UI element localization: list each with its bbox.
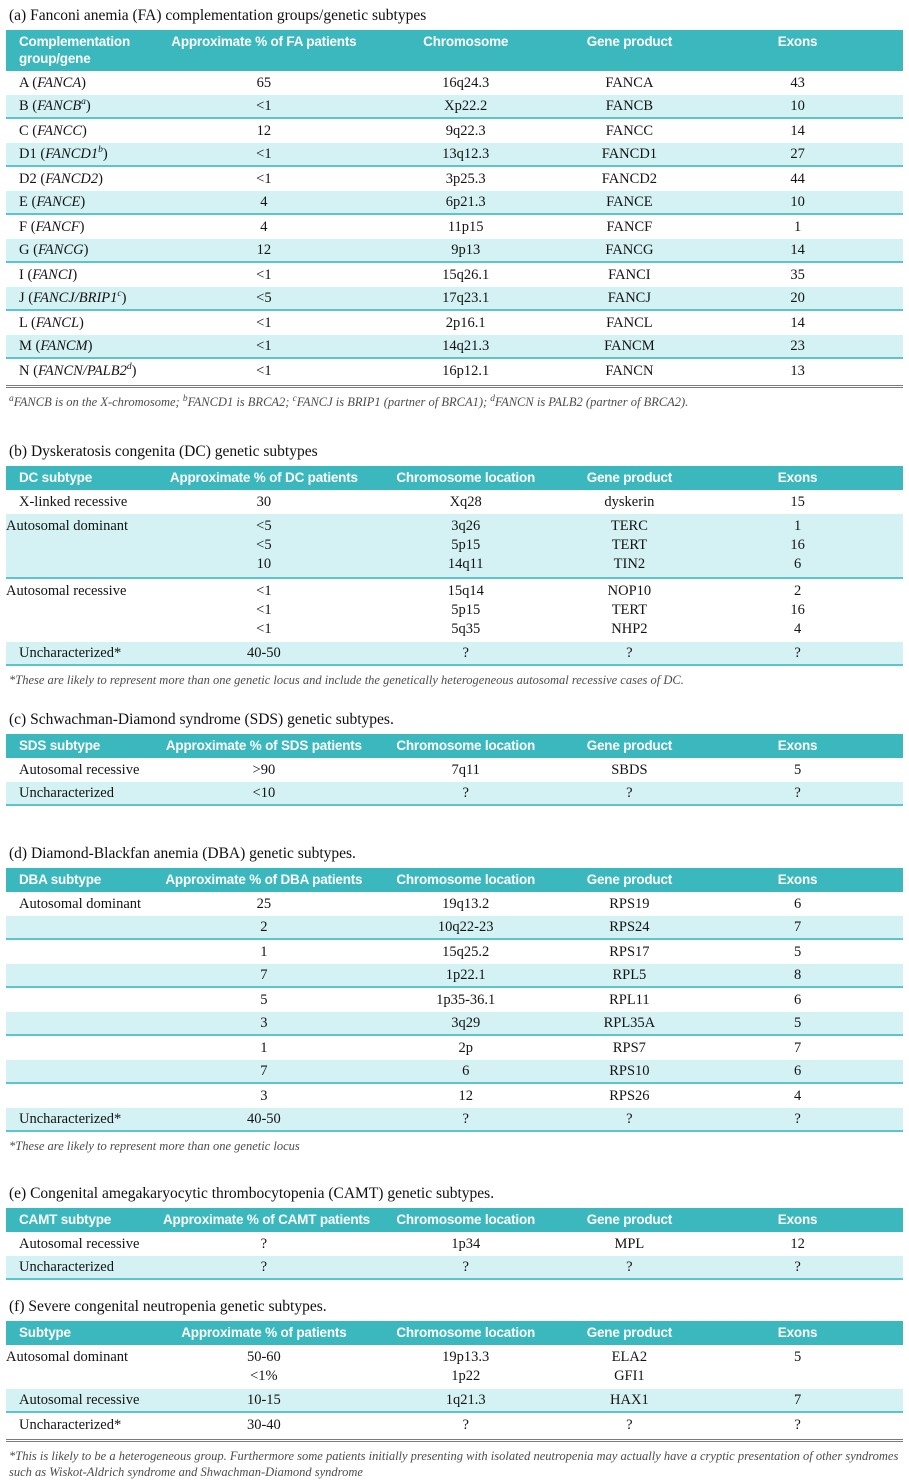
table-row: [6, 1084, 903, 1108]
row-label-cell: J (FANCJ/BRIP1$^c$): [19, 289, 127, 306]
table-title: (c) Schwachman-Diamond syndrome (SDS) genetic subtypes.: [9, 711, 394, 728]
table-body: [6, 1345, 903, 1437]
row-label-cell: G (FANCG): [19, 242, 89, 258]
row-label-cell: Autosomal recessive: [19, 1392, 140, 1408]
data-cell: 1: [260, 944, 268, 960]
data-cell: 7: [793, 1040, 802, 1056]
data-cell: 4: [260, 219, 268, 235]
table-footnote: *These are likely to represent more than one genetic locus: [9, 1139, 300, 1153]
column-header: SDS subtype: [19, 738, 101, 753]
column-header: Chromosome location: [396, 470, 536, 485]
row-label-cell: Uncharacterized*: [19, 1111, 122, 1127]
row-label-cell: M (FANCM): [19, 338, 93, 354]
data-cell: Xp22.2: [444, 98, 488, 114]
data-cell: 11p15: [447, 219, 484, 235]
table-row: [6, 1036, 903, 1060]
row-label-cell: Uncharacterized: [19, 1259, 114, 1275]
column-header: Exons: [777, 1325, 818, 1340]
column-header: Approximate % of patients: [181, 1325, 347, 1340]
data-cell: HAX1: [610, 1392, 649, 1408]
data-cell: ?: [626, 1111, 633, 1127]
data-cell: RPL5: [612, 967, 647, 983]
data-cell: SBDS: [611, 762, 648, 778]
data-cell: 1: [793, 219, 802, 235]
data-cell: 6p21.3: [445, 194, 486, 210]
data-cell: 7: [260, 967, 268, 983]
data-cell: 10: [790, 98, 805, 114]
data-cell: 13q12.3: [442, 146, 490, 162]
table-section-e: [6, 1185, 903, 1280]
data-cell: RPS19: [609, 896, 650, 912]
data-cell: FANCD2: [601, 171, 658, 187]
table-row: [6, 642, 903, 666]
table-row: [6, 95, 903, 119]
data-cell: ?: [626, 1417, 633, 1433]
table-body: [6, 490, 903, 666]
row-label-cell: [6, 1060, 163, 1082]
table-row: [6, 916, 903, 940]
column-header: Gene product: [586, 1212, 673, 1227]
data-cell: <1: [256, 315, 272, 331]
data-cell: 2p: [458, 1040, 473, 1056]
data-cell: 23: [790, 338, 805, 354]
row-label-cell: [6, 1084, 163, 1108]
data-cell: 12: [458, 1088, 473, 1104]
data-cell: 5: [260, 992, 268, 1008]
table-title: (b) Dyskeratosis congenita (DC) genetic subtypes: [9, 443, 318, 460]
data-cell: ?: [794, 645, 801, 661]
data-cell: 17q23.1: [442, 290, 490, 306]
table-row: [6, 782, 903, 806]
column-header: Approximate % of SDS patients: [165, 738, 362, 753]
table-title: (f) Severe congenital neutropenia genetic subtypes.: [9, 1298, 327, 1315]
row-label-cell: A (FANCA): [19, 75, 87, 91]
data-cell: ?: [626, 645, 633, 661]
data-cell: 27: [790, 146, 805, 162]
row-label-cell: Uncharacterized*: [19, 1417, 122, 1433]
data-cell: 9p13: [451, 242, 481, 258]
data-cell: 2 16 4: [790, 583, 805, 637]
data-cell: 6: [793, 1063, 802, 1079]
column-header: Approximate % of DBA patients: [165, 872, 363, 887]
data-cell: 5: [793, 1015, 802, 1031]
table-footnote: $^a$FANCB is on the X-chromosome; $^b$FANCD1 is BRCA2; $^c$FANCJ is BRIP1 (partner of BRCA1); $^d$FANCN is PALB2 (partner of BRCA2).: [9, 393, 689, 409]
data-cell: FANCL: [606, 315, 653, 331]
table-row: [6, 311, 903, 335]
data-cell: 5: [793, 1349, 802, 1365]
data-cell: 14: [790, 123, 805, 139]
row-label-cell: Autosomal recessive: [6, 583, 127, 599]
data-cell: ?: [462, 1417, 469, 1433]
data-cell: ?: [260, 1259, 268, 1275]
data-cell: 50-60 <1%: [246, 1349, 281, 1384]
table-title: (a) Fanconi anemia (FA) complementation groups/genetic subtypes: [9, 7, 427, 24]
table-row: [6, 215, 903, 239]
column-header: Gene product: [586, 470, 673, 485]
data-cell: 12: [790, 1236, 805, 1252]
data-cell: FANCM: [604, 338, 655, 354]
data-cell: 1: [260, 1040, 268, 1056]
column-header: Chromosome location: [396, 872, 536, 887]
column-header: Gene product: [586, 872, 673, 887]
data-cell: 15: [790, 494, 805, 510]
data-cell: 3: [260, 1088, 268, 1104]
table-row: [6, 1012, 903, 1036]
row-label-cell: Autosomal dominant: [19, 896, 142, 912]
table-row: [6, 239, 903, 263]
row-label-cell: [6, 988, 163, 1012]
table-row: [6, 191, 903, 215]
data-cell: 12: [256, 242, 272, 258]
data-cell: 10: [790, 194, 805, 210]
data-cell: ?: [626, 785, 633, 801]
data-cell: 6: [793, 896, 802, 912]
data-cell: RPS26: [609, 1088, 650, 1104]
row-label-cell: Autosomal recessive: [19, 762, 140, 778]
data-cell: 4: [260, 194, 268, 210]
data-cell: 14: [790, 242, 805, 258]
data-cell: 43: [790, 75, 805, 91]
data-cell: 30: [256, 494, 272, 510]
row-label-cell: F (FANCF): [19, 219, 85, 235]
data-cell: 65: [256, 75, 272, 91]
data-cell: <1: [256, 363, 272, 379]
table-body: [6, 71, 903, 383]
table-row: [6, 1108, 903, 1132]
column-header: Exons: [777, 1212, 818, 1227]
data-cell: 2p16.1: [445, 315, 486, 331]
table-header-row: [6, 1321, 903, 1345]
data-cell: 8: [793, 967, 802, 983]
row-label-cell: [6, 916, 163, 938]
data-cell: RPL11: [609, 992, 650, 1008]
data-cell: 35: [790, 267, 805, 283]
row-label-cell: [6, 1012, 163, 1034]
row-label-cell: Uncharacterized: [19, 785, 114, 801]
table-title: (e) Congenital amegakaryocytic thrombocytopenia (CAMT) genetic subtypes.: [9, 1185, 495, 1202]
data-cell: 1p34: [451, 1236, 481, 1252]
data-cell: FANCE: [606, 194, 653, 210]
data-cell: FANCB: [605, 98, 654, 114]
data-cell: <5: [256, 290, 272, 306]
table-body: [6, 1232, 903, 1280]
table-header-row: [6, 30, 903, 71]
data-cell: <1: [256, 98, 272, 114]
data-cell: TERC TERT TIN2: [610, 518, 648, 572]
table-section-c: [6, 711, 903, 806]
table-row: [6, 940, 903, 964]
row-label-cell: D2 (FANCD2): [19, 171, 103, 187]
data-cell: ?: [462, 1259, 469, 1275]
table-row: [6, 1256, 903, 1280]
data-cell: 3q29: [451, 1015, 481, 1031]
table-row: [6, 119, 903, 143]
column-header: Gene product: [586, 34, 673, 49]
column-header: Exons: [777, 872, 818, 887]
data-cell: 13: [790, 363, 805, 379]
data-cell: <5 <5 10: [256, 518, 272, 572]
data-cell: 3q26 5p15 14q11: [447, 518, 484, 572]
data-cell: ?: [462, 785, 469, 801]
data-cell: ELA2 GFI1: [611, 1349, 648, 1384]
data-cell: 5: [793, 944, 802, 960]
table-row: [6, 143, 903, 167]
data-cell: 6: [462, 1063, 470, 1079]
data-cell: 3: [260, 1015, 268, 1031]
data-cell: 5: [793, 762, 802, 778]
row-label-cell: B (FANCB$^a$): [19, 97, 91, 114]
table-row: [6, 335, 903, 359]
table-section-d: [6, 845, 903, 1154]
table-header-row: [6, 734, 903, 758]
table-row: [6, 1060, 903, 1084]
table-header-row: [6, 1208, 903, 1232]
table-row: [6, 579, 903, 642]
row-label-cell: Autosomal dominant: [6, 518, 129, 534]
table-row: [6, 758, 903, 782]
column-header: Chromosome: [423, 34, 509, 49]
data-cell: 3p25.3: [445, 171, 486, 187]
column-header: Chromosome location: [396, 738, 536, 753]
row-label-cell: L (FANCL): [19, 315, 84, 331]
column-header: DBA subtype: [19, 872, 102, 887]
data-cell: 1p35-36.1: [436, 992, 496, 1008]
data-cell: 10q22-23: [437, 919, 494, 935]
table-footnote: *This is likely to be a heterogeneous group. Furthermore some patients initially presenting with isolated neutropenia may actually have a cryptic presentation of other syndromes such as Wiskot-Aldrich syndrome and Shwachman-Diamond syndrome: [9, 1449, 899, 1479]
row-label-cell: [6, 940, 163, 964]
table-body: [6, 758, 903, 806]
table-footnote: *These are likely to represent more than one genetic locus and include the genetically heterogeneous autosomal recessive cases of DC.: [9, 673, 684, 687]
data-cell: ?: [794, 1111, 801, 1127]
table-header-row: [6, 868, 903, 892]
table-row: [6, 263, 903, 287]
data-cell: 40-50: [246, 645, 281, 661]
data-cell: <1: [256, 171, 272, 187]
table-row: [6, 892, 903, 916]
data-cell: 19q13.2: [442, 896, 490, 912]
table-row: [6, 964, 903, 988]
table-end-rule: [6, 385, 903, 388]
table-row: [6, 71, 903, 95]
data-cell: ?: [462, 645, 469, 661]
data-cell: 25: [256, 896, 272, 912]
column-header: Approximate % of FA patients: [171, 34, 357, 49]
column-header: DC subtype: [19, 470, 93, 485]
table-row: [6, 359, 903, 383]
column-header: Complementation group/gene: [19, 34, 131, 66]
table-header-row: [6, 466, 903, 490]
column-header: Gene product: [586, 1325, 673, 1340]
table-row: [6, 1232, 903, 1256]
data-cell: 1 16 6: [790, 518, 805, 572]
data-cell: FANCI: [608, 267, 651, 283]
data-cell: 19p13.3 1p22: [442, 1349, 490, 1384]
data-cell: 30-40: [246, 1417, 281, 1433]
data-cell: 12: [256, 123, 272, 139]
data-cell: ?: [626, 1259, 633, 1275]
column-header: Gene product: [586, 738, 673, 753]
data-cell: FANCC: [605, 123, 654, 139]
table-row: [6, 1389, 903, 1413]
data-cell: FANCA: [605, 75, 654, 91]
row-label-cell: [6, 1036, 163, 1060]
data-cell: 10-15: [246, 1392, 281, 1408]
data-cell: <1 <1 <1: [256, 583, 272, 637]
table-section-b: [6, 443, 903, 688]
table-row: [6, 490, 903, 514]
data-cell: 7q11: [451, 762, 480, 778]
row-label-cell: X-linked recessive: [19, 494, 128, 510]
table-row: [6, 1345, 903, 1389]
data-cell: 9q22.3: [445, 123, 486, 139]
data-cell: RPS10: [609, 1063, 650, 1079]
data-cell: 40-50: [246, 1111, 281, 1127]
column-header: Approximate % of CAMT patients: [162, 1212, 370, 1227]
data-cell: RPS24: [609, 919, 650, 935]
table-body: [6, 892, 903, 1132]
table-row: [6, 167, 903, 191]
data-cell: 7: [793, 1392, 802, 1408]
data-cell: ?: [794, 1417, 801, 1433]
data-cell: FANCN: [605, 363, 654, 379]
data-cell: Xq28: [449, 494, 482, 510]
column-header: Chromosome location: [396, 1325, 536, 1340]
row-label-cell: D1 (FANCD1$^b$): [19, 145, 108, 162]
data-cell: 44: [790, 171, 805, 187]
row-label-cell: E (FANCE): [19, 194, 86, 210]
row-label-cell: N (FANCN/PALB2$^d$): [19, 362, 137, 379]
data-cell: RPL35A: [603, 1015, 656, 1031]
data-cell: ?: [794, 1259, 801, 1275]
data-cell: >90: [252, 762, 276, 778]
column-header: CAMT subtype: [19, 1212, 112, 1227]
data-cell: RPS17: [609, 944, 650, 960]
data-cell: NOP10 TERT NHP2: [607, 583, 652, 637]
data-cell: <1: [256, 338, 272, 354]
row-label-cell: Uncharacterized*: [19, 645, 122, 661]
column-header: Exons: [777, 738, 818, 753]
table-section-f: [6, 1298, 903, 1480]
data-cell: 7: [793, 919, 802, 935]
data-cell: 1p22.1: [445, 967, 486, 983]
data-cell: 16p12.1: [442, 363, 490, 379]
table-end-rule: [6, 1439, 903, 1442]
table-row: [6, 287, 903, 311]
column-header: Approximate % of DC patients: [169, 470, 358, 485]
row-label-cell: C (FANCC): [19, 123, 87, 139]
data-cell: FANCD1: [601, 146, 658, 162]
data-cell: FANCG: [605, 242, 654, 258]
row-label-cell: I (FANCI): [19, 267, 78, 283]
data-cell: 16q24.3: [442, 75, 490, 91]
data-cell: 14q21.3: [442, 338, 490, 354]
table-row: [6, 988, 903, 1012]
data-cell: ?: [260, 1236, 268, 1252]
data-cell: 1q21.3: [445, 1392, 486, 1408]
table-row: [6, 1413, 903, 1437]
data-cell: 7: [260, 1063, 268, 1079]
data-cell: <1: [256, 267, 272, 283]
data-cell: ?: [462, 1111, 469, 1127]
data-cell: 14: [790, 315, 805, 331]
column-header: Chromosome location: [396, 1212, 536, 1227]
data-cell: 6: [793, 992, 802, 1008]
row-label-cell: Autosomal dominant: [6, 1349, 129, 1365]
data-cell: 15q14 5p15 5q35: [447, 583, 484, 637]
data-cell: <1: [256, 146, 272, 162]
column-header: Exons: [777, 34, 818, 49]
data-cell: FANCJ: [607, 290, 651, 306]
row-label-cell: [6, 964, 163, 986]
column-header: Subtype: [19, 1325, 71, 1340]
data-cell: 4: [793, 1088, 802, 1104]
data-cell: 20: [790, 290, 805, 306]
row-label-cell: Autosomal recessive: [19, 1236, 140, 1252]
table-section-a: [6, 7, 903, 410]
data-cell: <10: [252, 785, 276, 801]
data-cell: MPL: [614, 1236, 645, 1252]
data-cell: 15q25.2: [442, 944, 490, 960]
table-row: [6, 514, 903, 579]
data-cell: RPS7: [612, 1040, 646, 1056]
data-cell: FANCF: [606, 219, 653, 235]
data-cell: 15q26.1: [442, 267, 490, 283]
data-cell: ?: [794, 785, 801, 801]
table-title: (d) Diamond-Blackfan anemia (DBA) genetic subtypes.: [9, 845, 356, 862]
data-cell: 2: [260, 919, 268, 935]
column-header: Exons: [777, 470, 818, 485]
data-cell: dyskerin: [604, 494, 655, 510]
